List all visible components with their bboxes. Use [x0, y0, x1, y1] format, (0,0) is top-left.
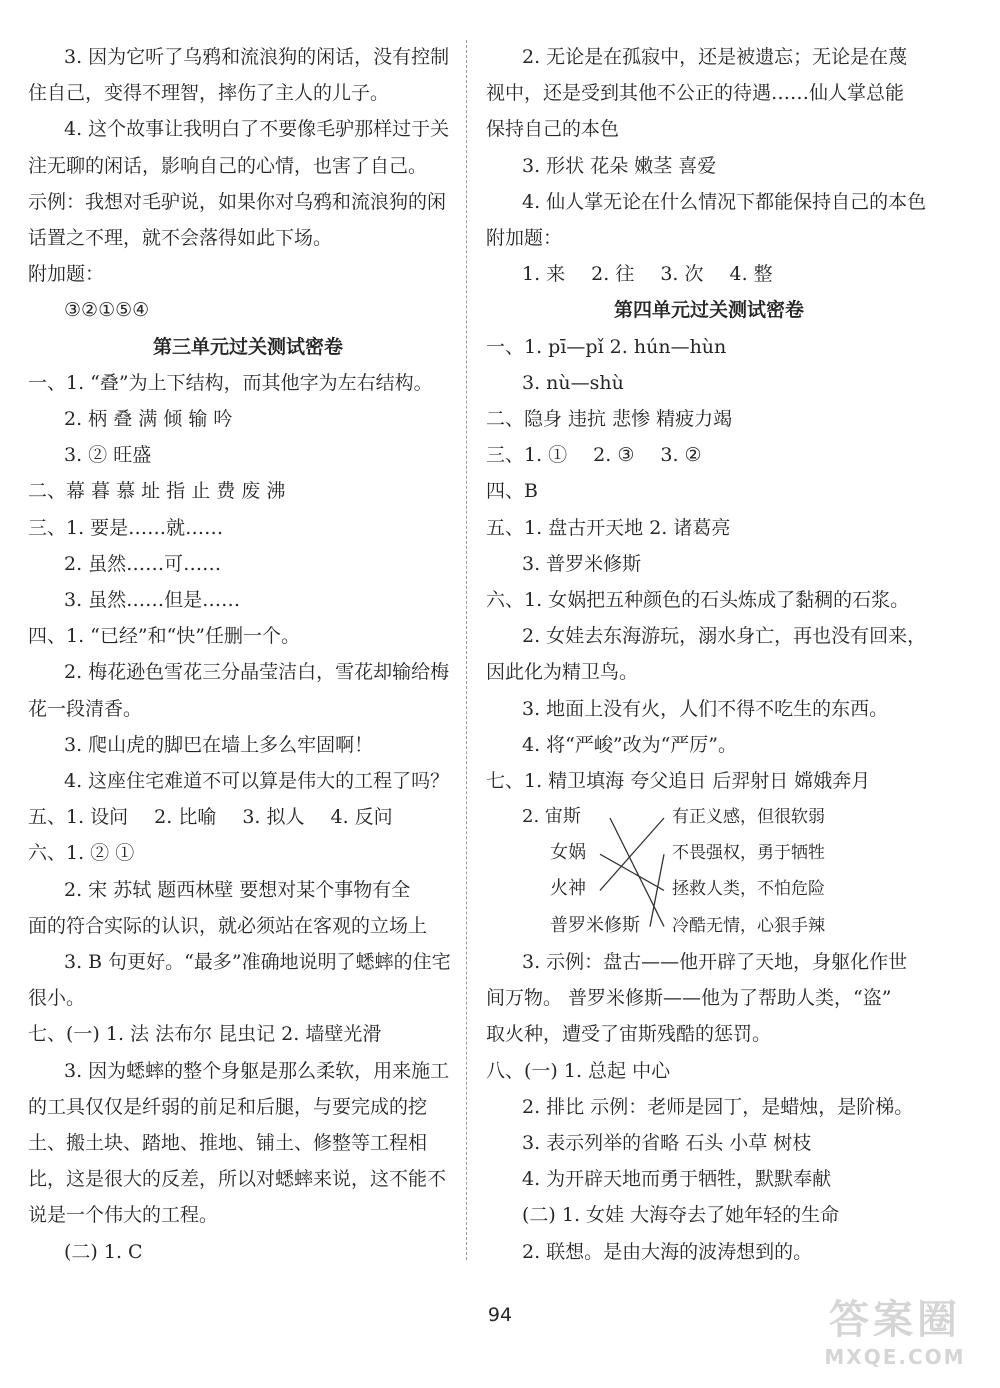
answer-line: 2. 女娃去东海游玩，溺水身亡，再也没有回来，: [522, 625, 927, 647]
answer-line: 2. 宋 苏轼 题西林壁 要想对某个事物有全: [64, 879, 411, 901]
answer-line: 4. 这座住宅难道不可以算是伟大的工程了吗？: [64, 770, 450, 792]
answer-line: 四、1. “已经”和“快”任删一个。: [28, 625, 301, 647]
answer-line: 二、隐身 违抗 悲惨 精疲力竭: [486, 408, 733, 430]
answer-line: 注无聊的闲话，影响自己的心情，也害了自己。: [28, 155, 428, 177]
answer-line: 五、1. 盘古开天地 2. 诸葛亮: [486, 517, 731, 539]
answer-line: 土、搬土块、踏地、推地、铺土、修整等工程相: [28, 1132, 428, 1154]
answer-line: 示例：我想对毛驴说，如果你对乌鸦和流浪狗的闲: [28, 191, 447, 213]
watermark-text: 答案圈: [829, 1297, 961, 1343]
answer-item: 五、1. 设问: [28, 806, 129, 828]
answer-item: 3. 次: [660, 263, 704, 285]
match-left-item: 普罗米修斯: [550, 914, 640, 936]
answer-line: 取火种，遭受了宙斯残酷的惩罚。: [486, 1023, 772, 1045]
section-title: 第三单元过关测试密卷: [152, 336, 343, 358]
answer-line: 3. 表示列举的省略 石头 小草 树枝: [522, 1132, 812, 1154]
answer-line: [28, 800, 468, 834]
answer-item: 3. 拟人: [242, 806, 305, 828]
answer-line: 2. 柄 叠 满 倾 输 吟: [64, 408, 233, 430]
answer-line: (二) 1. 女娃 大海夺去了她年轻的生命: [522, 1204, 840, 1226]
match-left-item: 火神: [550, 878, 586, 900]
column-divider: [466, 40, 467, 1260]
answer-line: 二、幕 暮 慕 址 指 止 费 废 沸: [28, 480, 286, 502]
answer-line: 3. B 句更好。“最多”准确地说明了蟋蟀的住宅: [64, 951, 451, 973]
answer-line: 3. 示例：盘古——他开辟了天地，身躯化作世: [522, 951, 908, 973]
answer-line: 3. 因为它听了乌鸦和流浪狗的闲话，没有控制: [64, 46, 450, 68]
answer-line: 2. 虽然……可……: [64, 553, 222, 575]
answer-line: 住自己，变得不理智，摔伤了主人的儿子。: [28, 82, 390, 104]
answer-line: 比，这是很大的反差，所以对蟋蟀来说，这不能不: [28, 1168, 447, 1190]
answer-item: 4. 反问: [330, 806, 393, 828]
answer-item: 3. ②: [660, 444, 702, 466]
answer-line: 2. 联想。是由大海的波涛想到的。: [522, 1241, 813, 1263]
match-left-item: 女娲: [550, 842, 586, 864]
answer-item: 2. ③: [593, 444, 635, 466]
answer-line: 4. 将“严峻”改为“严厉”。: [522, 734, 738, 756]
answer-line: 八、(一) 1. 总起 中心: [486, 1060, 671, 1082]
answer-line: 4. 为开辟天地而勇于牺牲，默默奉献: [522, 1168, 832, 1190]
answer-line: 3. nù—shù: [522, 372, 624, 394]
answer-item: 2. 往: [591, 263, 635, 285]
match-right-item: 不畏强权，勇于牺牲: [672, 843, 825, 864]
answer-line: 2. 排比 示例：老师是园丁，是蜡烛，是阶梯。: [522, 1096, 914, 1118]
answer-line: 面的符合实际的认识，就必须站在客观的立场上: [28, 915, 428, 937]
watermark-url: MXQE.COM: [824, 1345, 966, 1369]
answer-line: 三、1. 要是……就……: [28, 517, 224, 539]
answer-item: 4. 整: [729, 263, 773, 285]
answer-line: 附加题：: [28, 263, 105, 285]
answer-line: 间万物。 普罗米修斯——他为了帮助人类，“盗”: [486, 987, 892, 1009]
answer-line: 4. 这个故事让我明白了不要像毛驴那样过于关: [64, 118, 450, 140]
match-right-item: 拯救人类，不怕危险: [672, 879, 825, 900]
answer-line: 3. 形状 花朵 嫩茎 喜爱: [522, 155, 717, 177]
answer-line: 七、(一) 1. 法 法布尔 昆虫记 2. 墙壁光滑: [28, 1023, 382, 1045]
answer-line: 说是一个伟大的工程。: [28, 1204, 219, 1226]
answer-line: 3. 地面上没有火，人们不得不吃生的东西。: [522, 698, 889, 720]
answer-line: 七、1. 精卫填海 夸父追日 后羿射日 嫦娥奔月: [486, 770, 871, 792]
answer-line: 话置之不理，就不会落得如此下场。: [28, 227, 333, 249]
answer-line: 四、B: [486, 480, 538, 502]
answer-line: ③②①⑤④: [64, 299, 150, 321]
answer-line: 3. 爬山虎的脚巴在墙上多么牢固啊！: [64, 734, 374, 756]
answer-line: 附加题：: [486, 227, 563, 249]
answer-line: 视中，还是受到其他不公正的待遇……仙人掌总能: [486, 82, 905, 104]
answer-line: 2. 梅花逊色雪花三分晶莹洁白，雪花却输给梅: [64, 661, 450, 683]
answer-line: 六、1. ② ①: [28, 842, 135, 864]
answer-line: 3. 因为蟋蟀的整个身躯是那么柔软，用来施工: [64, 1060, 450, 1082]
answer-item: 三、1. ①: [486, 444, 568, 466]
answer-line: 3. 普罗米修斯: [522, 553, 642, 575]
section-title: 第四单元过关测试密卷: [613, 299, 804, 321]
answer-line: 六、1. 女娲把五种颜色的石头炼成了黏稠的石浆。: [486, 589, 910, 611]
answer-item: 2. 比喻: [154, 806, 217, 828]
answer-line: 4. 仙人掌无论在什么情况下都能保持自己的本色: [522, 191, 927, 213]
page-number: 94: [487, 1304, 513, 1326]
answer-item: 1. 来: [522, 263, 566, 285]
answer-line: 的工具仅仅是纤弱的前足和后腿，与要完成的挖: [28, 1096, 428, 1118]
answer-line: 因此化为精卫鸟。: [486, 661, 639, 683]
watermark-logo: [800, 1296, 990, 1378]
answer-line: (二) 1. C: [64, 1241, 143, 1263]
answer-line: 2. 无论是在孤寂中，还是被遗忘；无论是在蔑: [522, 46, 908, 68]
answer-line: 3. 虽然……但是……: [64, 589, 241, 611]
answer-line: 一、1. “叠”为上下结构，而其他字为左右结构。: [28, 372, 433, 394]
match-right-item: 冷酷无情，心狠手辣: [672, 915, 825, 936]
answer-line: 很小。: [28, 987, 86, 1009]
match-left-item: 2. 宙斯: [522, 806, 581, 827]
match-right-item: 有正义感，但很软弱: [672, 807, 825, 827]
answer-line: 花一段清香。: [28, 698, 143, 720]
answer-line: 一、1. pī—pǐ 2. hún—hùn: [486, 336, 727, 358]
answer-line: 保持自己的本色: [486, 118, 620, 140]
answer-line: 3. ② 旺盛: [64, 444, 152, 466]
